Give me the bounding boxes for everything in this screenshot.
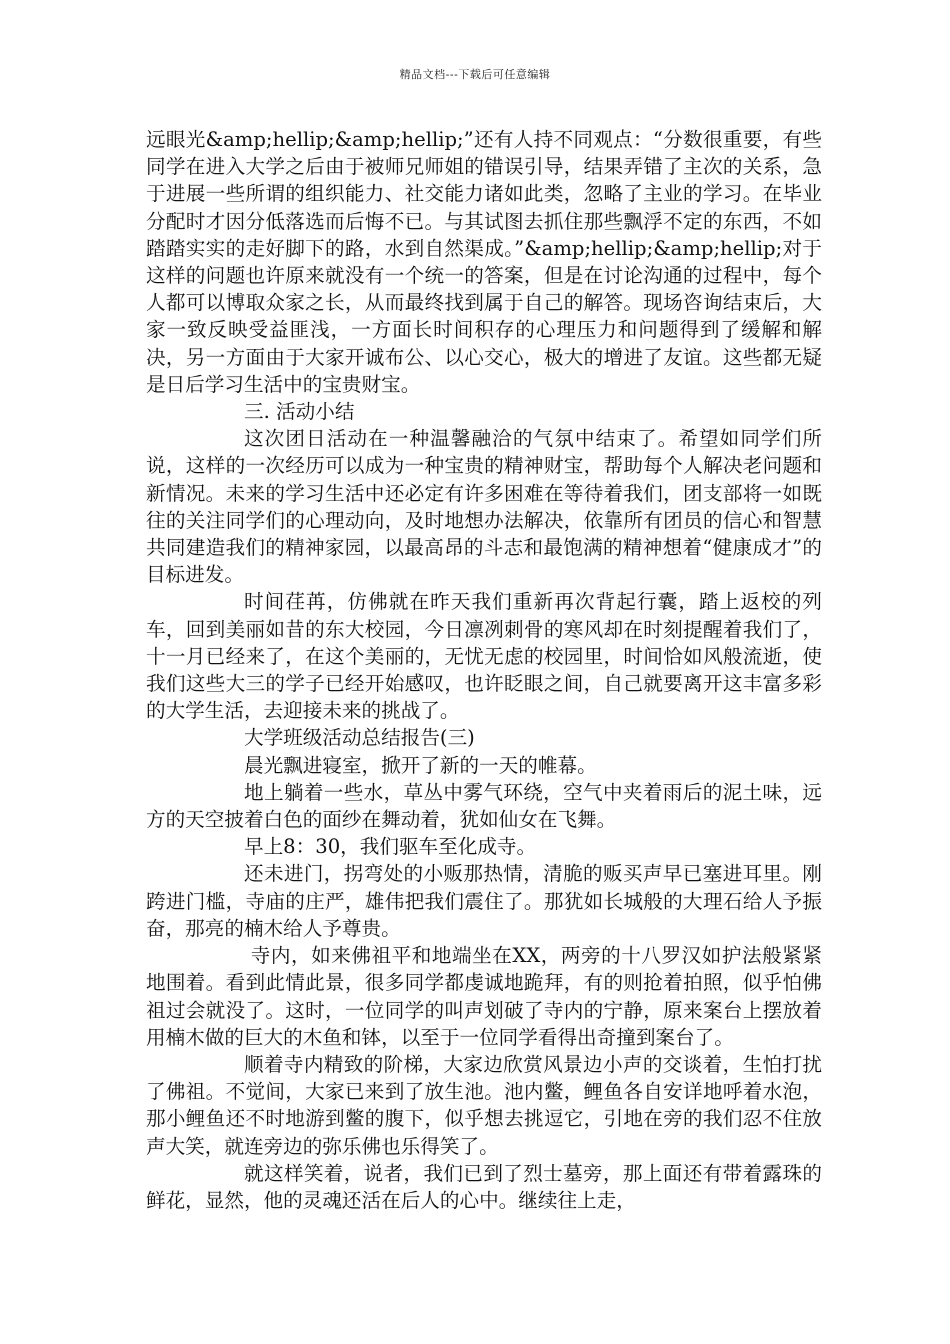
report-title: 大学班级活动总结报告(三): [244, 726, 475, 750]
paragraph-11: 顺着寺内精致的阶梯，大家边欣赏风景边小声的交谈着，生怕打扰了佛祖。不觉间，大家已来到了放生池。池内鳖，鲤鱼各自安详地呼着水泡，那小鲤鱼还不时地游到鳖的腹下，似乎想去挑逗它，引地在旁的我们忍不住放声大笑，就连旁边的弥乐佛也乐得笑了。: [146, 1052, 822, 1158]
paragraph-10: 寺内，如来佛祖平和地端坐在XX，两旁的十八罗汉如护法般紧紧地围着。看到此情此景，很多同学都虔诚地跪拜，有的则抢着拍照，似乎怕佛祖过会就没了。这时，一位同学的叫声划破了寺内的宁静，原来案台上摆放着用楠木做的巨大的木鱼和钵，以至于一位同学看得出奇撞到案台了。: [146, 944, 822, 1049]
section-heading-activity-summary: 三. 活动小结: [244, 400, 355, 424]
paragraph-9: 还未进门，拐弯处的小贩那热情，清脆的贩买声早已塞进耳里。刚跨进门槛，寺庙的庄严，雄伟把我们震住了。那犹如长城般的大理石给人予振奋，那亮的楠木给人予尊贵。: [146, 862, 822, 940]
paragraph-3: 这次团日活动在一种温馨融洽的气氛中结束了。希望如同学们所说，这样的一次经历可以成为一种宝贵的精神财宝，帮助每个人解决老问题和新情况。未来的学习生活中还必定有许多困难在等待着我们，团支部将一如既往的关注同学们的心理动向，及时地想办法解决，依靠所有团员的信心和智慧共同建造我们的精神家园，以最高昂的斗志和最饱满的精神想着“健康成才”的目标进发。: [146, 427, 822, 587]
paragraph-6: 晨光飘进寝室，掀开了新的一天的帷幕。: [244, 753, 597, 777]
paragraph-12: 就这样笑着，说者，我们已到了烈士墓旁，那上面还有带着露珠的鲜花，显然，他的灵魂还活在后人的心中。继续往上走，: [146, 1161, 822, 1212]
paragraph-4: 时间荏苒，仿佛就在昨天我们重新再次背起行囊，踏上返校的列车，回到美丽如昔的东大校园，今日凛冽刺骨的寒风却在时刻提醒着我们了，十一月已经来了，在这个美丽的，无忧无虑的校园里，时间恰如风般流逝，使我们这些大三的学子已经开始感叹，也许眨眼之间，自己就要离开这丰富多彩的大学生活，去迎接未来的挑战了。: [146, 590, 822, 723]
page-header: 精品文档---下载后可任意编辑: [399, 68, 551, 81]
paragraph-8: 早上8：30，我们驱车至化成寺。: [244, 835, 537, 859]
paragraph-1: 远眼光&amp;hellip;&amp;hellip;”还有人持不同观点：“分数很重要，有些同学在进入大学之后由于被师兄师姐的错误引导，结果弄错了主次的关系，急于进展一些所谓的组织能力、社交能力诸如此类，忽略了主业的学习。在毕业分配时才因分低落选而后悔不已。与其试图去抓住那些飘浮不定的东西，不如踏踏实实的走好脚下的路，水到自然渠成。”&amp;hellip;&amp;hellip;对于这样的问题也许原来就没有一个统一的答案，但是在讨论沟通的过程中，每个人都可以博取众家之长，从而最终找到属于自己的解答。现场咨询结束后，大家一致反映受益匪浅，一方面长时间积存的心理压力和问题得到了缓解和解决，另一方面由于大家开诚布公、以心交心，极大的增进了友谊。这些都无疑是日后学习生活中的宝贵财宝。: [146, 128, 822, 396]
paragraph-7: 地上躺着一些水，草丛中雾气环绕，空气中夹着雨后的泥土味，远方的天空披着白色的面纱在舞动着，犹如仙女在飞舞。: [146, 780, 822, 832]
document-body: [146, 126, 822, 1214]
